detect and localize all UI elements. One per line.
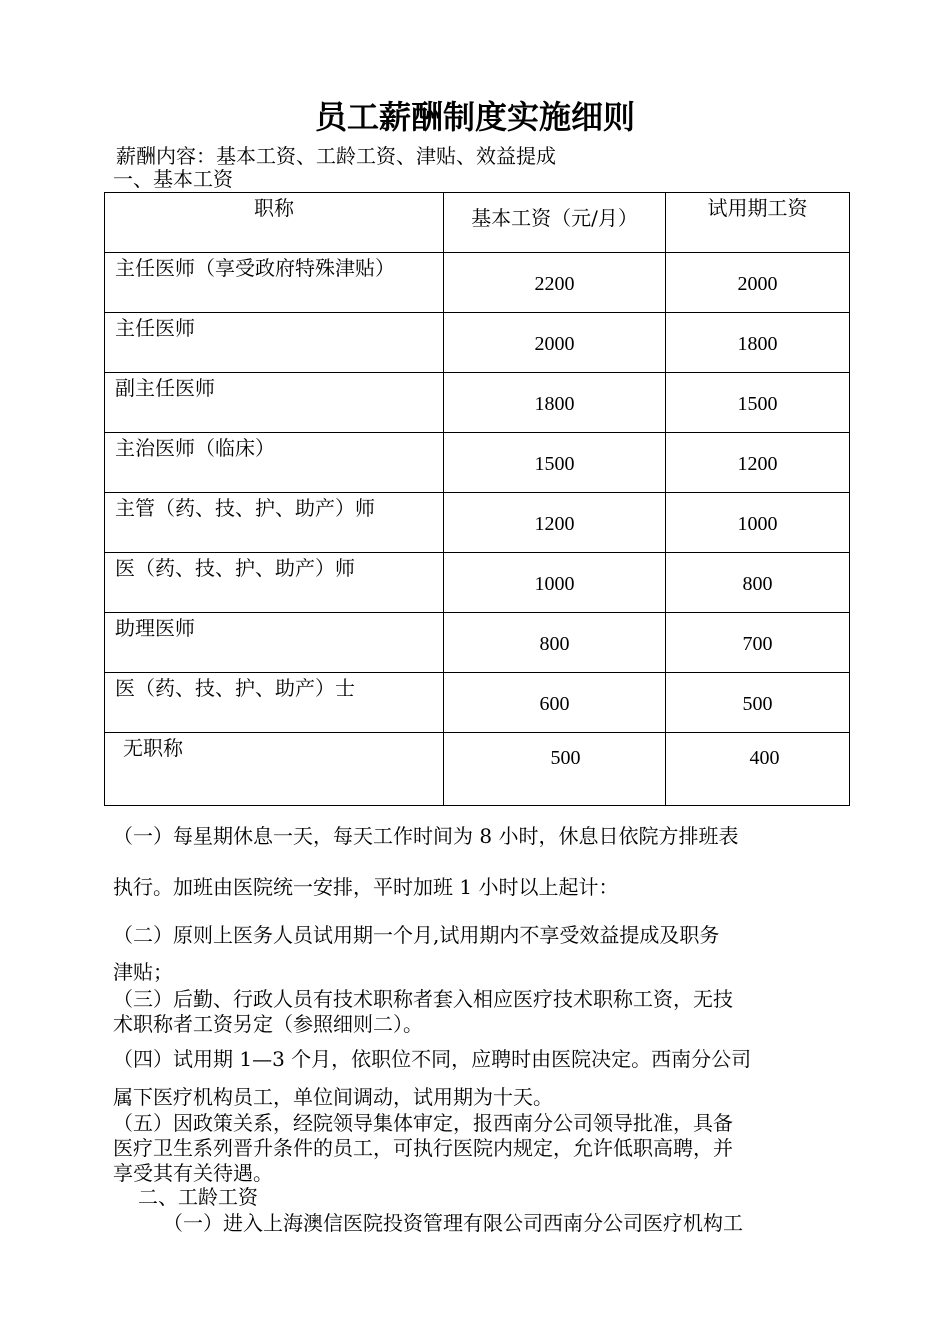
table-row: [105, 493, 850, 553]
cell-base: [444, 553, 666, 613]
cell-title: [105, 673, 444, 733]
cell-trial: [666, 313, 850, 373]
table-header-row: [105, 193, 850, 253]
title-text: 医（药、技、护、助产）士: [115, 676, 355, 700]
trial-salary-value: 1200: [737, 453, 778, 475]
base-salary-value: 1200: [534, 513, 575, 535]
paragraph-3-line-2: 术职称者工资另定（参照细则二）。: [113, 1012, 423, 1036]
header-base-text: 基本工资（元/月）: [471, 206, 638, 230]
table-row: [105, 673, 850, 733]
title-text: 医（药、技、护、助产）师: [115, 556, 355, 580]
paragraph-1-line-2: 执行。加班由医院统一安排，平时加班 1 小时以上起计：: [113, 875, 619, 899]
base-salary-value: 500: [550, 747, 581, 769]
title-text: 主任医师（享受政府特殊津贴）: [115, 256, 395, 280]
title-text: 主治医师（临床）: [115, 436, 275, 460]
header-trial-text: 试用期工资: [707, 196, 808, 220]
title-text: 副主任医师: [115, 376, 215, 400]
cell-trial: [666, 493, 850, 553]
cell-title: [105, 553, 444, 613]
paragraph-4-line-2: 属下医疗机构员工，单位间调动，试用期为十天。: [113, 1085, 553, 1109]
base-salary-value: 2200: [534, 273, 575, 295]
cell-title: [105, 373, 444, 433]
cell-title: [105, 253, 444, 313]
cell-trial: [666, 433, 850, 493]
paragraph-3-line-1: （三）后勤、行政人员有技术职称者套入相应医疗技术职称工资，无技: [113, 987, 733, 1011]
paragraph-5-line-3: 享受其有关待遇。: [113, 1161, 273, 1185]
base-salary-value: 1500: [534, 453, 575, 475]
cell-base: [444, 313, 666, 373]
cell-title: [105, 733, 444, 806]
trial-salary-value: 1800: [737, 333, 778, 355]
table-row: [105, 433, 850, 493]
trial-salary-value: 2000: [737, 273, 778, 295]
header-title-text: 职称: [254, 196, 294, 220]
cell-base: [444, 253, 666, 313]
paragraph-2-line-2: 津贴；: [113, 960, 173, 984]
title-text: 无职称: [123, 736, 183, 760]
page-title: 员工薪酬制度实施细则: [314, 98, 635, 136]
cell-trial: [666, 733, 850, 806]
section-2-paragraph-1: （一）进入上海澳信医院投资管理有限公司西南分公司医疗机构工: [163, 1211, 743, 1235]
paragraph-2-line-1: （二）原则上医务人员试用期一个月,试用期内不享受效益提成及职务: [113, 923, 720, 947]
table-row: [105, 373, 850, 433]
table-row: [105, 733, 850, 806]
table-row: [105, 613, 850, 673]
title-text: 主管（药、技、护、助产）师: [115, 496, 375, 520]
base-salary-value: 1000: [534, 573, 575, 595]
cell-trial: [666, 253, 850, 313]
cell-title: [105, 493, 444, 553]
table-row: [105, 313, 850, 373]
cell-base: [444, 613, 666, 673]
intro-text: 薪酬内容：基本工资、工龄工资、津贴、效益提成: [116, 144, 556, 168]
cell-title: [105, 613, 444, 673]
section-heading-seniority-salary: 二、工龄工资: [138, 1185, 258, 1209]
paragraph-4-line-1: （四）试用期 1—3 个月，依职位不同，应聘时由医院决定。西南分公司: [113, 1047, 752, 1071]
cell-base: [444, 493, 666, 553]
table-row: [105, 553, 850, 613]
cell-title: [105, 313, 444, 373]
trial-salary-value: 700: [742, 633, 773, 655]
header-cell-trial: [666, 193, 850, 253]
paragraph-5-line-1: （五）因政策关系，经院领导集体审定，报西南分公司领导批准，具备: [113, 1111, 733, 1135]
header-cell-title: [105, 193, 444, 253]
trial-salary-value: 1500: [737, 393, 778, 415]
cell-base: [444, 433, 666, 493]
trial-salary-value: 400: [749, 747, 780, 769]
cell-base: [444, 373, 666, 433]
trial-salary-value: 500: [742, 693, 773, 715]
salary-table: [104, 192, 850, 806]
cell-base: [444, 673, 666, 733]
cell-trial: [666, 673, 850, 733]
cell-title: [105, 433, 444, 493]
trial-salary-value: 800: [742, 573, 773, 595]
paragraph-5-line-2: 医疗卫生系列晋升条件的员工，可执行医院内规定，允许低职高聘，并: [113, 1136, 733, 1160]
base-salary-value: 1800: [534, 393, 575, 415]
cell-trial: [666, 373, 850, 433]
table-row: [105, 253, 850, 313]
cell-trial: [666, 613, 850, 673]
cell-base: [444, 733, 666, 806]
title-text: 主任医师: [115, 316, 195, 340]
header-cell-base: [444, 193, 666, 253]
title-text: 助理医师: [115, 616, 195, 640]
paragraph-1-line-1: （一）每星期休息一天，每天工作时间为 8 小时，休息日依院方排班表: [113, 824, 739, 848]
base-salary-value: 600: [539, 693, 570, 715]
section-heading-basic-salary: 一、基本工资: [113, 167, 233, 191]
base-salary-value: 2000: [534, 333, 575, 355]
cell-trial: [666, 553, 850, 613]
trial-salary-value: 1000: [737, 513, 778, 535]
base-salary-value: 800: [539, 633, 570, 655]
